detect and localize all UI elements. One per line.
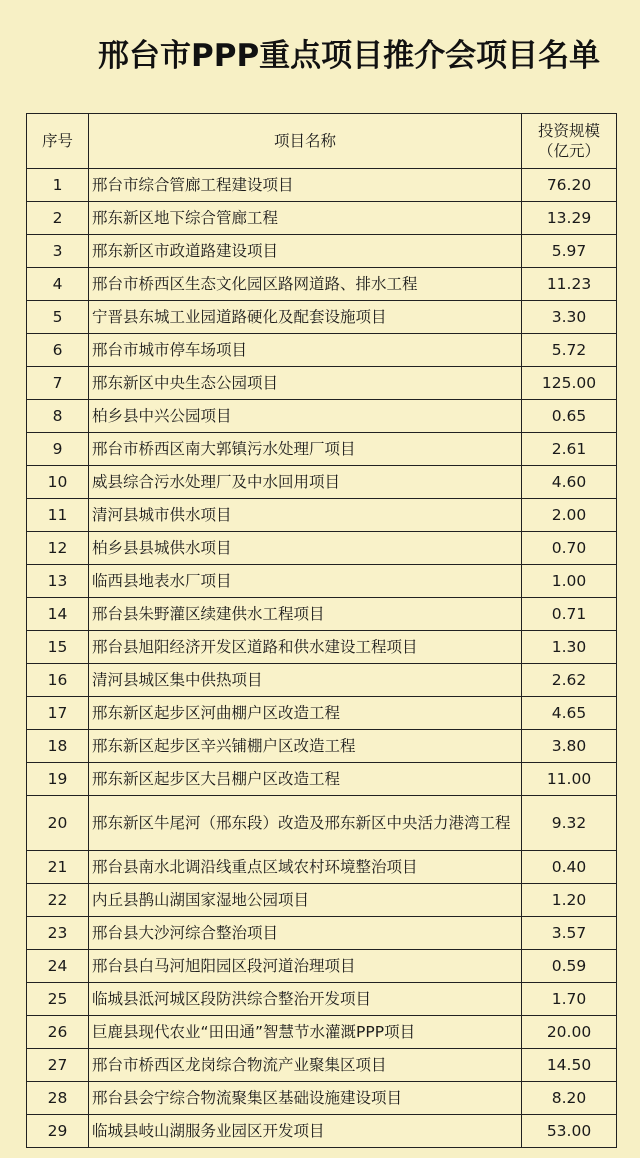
table-row [27,631,617,664]
table-row [27,202,617,235]
table-row [27,466,617,499]
table-row [27,983,617,1016]
investment-value: 0.70 [522,532,617,565]
table-row [27,950,617,983]
project-name: 邢台市城市停车场项目 [89,334,522,367]
row-index: 4 [27,268,89,301]
table-row [27,433,617,466]
row-index: 17 [27,697,89,730]
project-name: 宁晋县东城工业园道路硬化及配套设施项目 [89,301,522,334]
project-name: 邢台市桥西区南大郭镇污水处理厂项目 [89,433,522,466]
investment-value: 5.72 [522,334,617,367]
project-name: 临西县地表水厂项目 [89,565,522,598]
table-row [27,532,617,565]
investment-value: 3.57 [522,917,617,950]
row-index: 16 [27,664,89,697]
table-row [27,1016,617,1049]
row-index: 25 [27,983,89,1016]
investment-value: 14.50 [522,1049,617,1082]
project-name: 邢台市桥西区龙岗综合物流产业聚集区项目 [89,1049,522,1082]
row-index: 21 [27,851,89,884]
table-row [27,499,617,532]
table-row [27,796,617,851]
project-table [26,113,617,1148]
table-row [27,697,617,730]
row-index: 5 [27,301,89,334]
row-index: 24 [27,950,89,983]
project-name: 柏乡县县城供水项目 [89,532,522,565]
investment-value: 2.00 [522,499,617,532]
row-index: 2 [27,202,89,235]
investment-value: 1.00 [522,565,617,598]
row-index: 6 [27,334,89,367]
header-index: 序号 [27,114,89,169]
row-index: 22 [27,884,89,917]
table-row [27,884,617,917]
header-scale-line2: （亿元） [537,142,600,160]
project-name: 清河县城市供水项目 [89,499,522,532]
table-row [27,367,617,400]
row-index: 20 [27,796,89,851]
row-index: 14 [27,598,89,631]
table-row [27,268,617,301]
project-name: 邢台县旭阳经济开发区道路和供水建设工程项目 [89,631,522,664]
row-index: 29 [27,1115,89,1148]
project-name: 邢台县大沙河综合整治项目 [89,917,522,950]
investment-value: 4.60 [522,466,617,499]
project-name: 柏乡县中兴公园项目 [89,400,522,433]
row-index: 11 [27,499,89,532]
project-name: 巨鹿县现代农业“田田通”智慧节水灌溉PPP项目 [89,1016,522,1049]
investment-value: 125.00 [522,367,617,400]
table-row [27,169,617,202]
project-name: 邢台市综合管廊工程建设项目 [89,169,522,202]
row-index: 7 [27,367,89,400]
investment-value: 4.65 [522,697,617,730]
investment-value: 76.20 [522,169,617,202]
table-row [27,664,617,697]
investment-value: 2.62 [522,664,617,697]
investment-value: 8.20 [522,1082,617,1115]
project-name: 清河县城区集中供热项目 [89,664,522,697]
page-title: 邢台市PPP重点项目推介会项目名单 [98,38,601,74]
investment-value: 13.29 [522,202,617,235]
table-header-row [27,114,617,169]
investment-value: 0.40 [522,851,617,884]
table-row [27,917,617,950]
project-name: 威县综合污水处理厂及中水回用项目 [89,466,522,499]
page-bottom-edge [0,1149,640,1158]
project-name: 邢台县白马河旭阳园区段河道治理项目 [89,950,522,983]
row-index: 12 [27,532,89,565]
investment-value: 0.71 [522,598,617,631]
row-index: 1 [27,169,89,202]
project-name: 临城县岐山湖服务业园区开发项目 [89,1115,522,1148]
table-row [27,763,617,796]
row-index: 10 [27,466,89,499]
row-index: 19 [27,763,89,796]
row-index: 18 [27,730,89,763]
row-index: 23 [27,917,89,950]
investment-value: 9.32 [522,796,617,851]
investment-value: 20.00 [522,1016,617,1049]
row-index: 3 [27,235,89,268]
investment-value: 11.23 [522,268,617,301]
project-name: 临城县泜河城区段防洪综合整治开发项目 [89,983,522,1016]
project-name: 邢东新区地下综合管廊工程 [89,202,522,235]
table-row [27,235,617,268]
table-row [27,1082,617,1115]
project-name: 邢台市桥西区生态文化园区路网道路、排水工程 [89,268,522,301]
investment-value: 2.61 [522,433,617,466]
header-scale-line1: 投资规模 [537,122,600,140]
row-index: 13 [27,565,89,598]
investment-value: 1.30 [522,631,617,664]
row-index: 28 [27,1082,89,1115]
table-row [27,334,617,367]
row-index: 27 [27,1049,89,1082]
project-name: 邢东新区中央生态公园项目 [89,367,522,400]
table-row [27,1115,617,1148]
investment-value: 3.30 [522,301,617,334]
row-index: 8 [27,400,89,433]
table-row [27,851,617,884]
table-row [27,301,617,334]
project-name: 邢东新区市政道路建设项目 [89,235,522,268]
project-name: 邢台县朱野灌区续建供水工程项目 [89,598,522,631]
table-row [27,400,617,433]
investment-value: 1.20 [522,884,617,917]
table-row [27,1049,617,1082]
project-name: 邢台县会宁综合物流聚集区基础设施建设项目 [89,1082,522,1115]
investment-value: 53.00 [522,1115,617,1148]
project-name: 邢东新区起步区河曲棚户区改造工程 [89,697,522,730]
table-row [27,598,617,631]
project-name: 邢东新区起步区大吕棚户区改造工程 [89,763,522,796]
investment-value: 11.00 [522,763,617,796]
investment-value: 3.80 [522,730,617,763]
investment-value: 0.65 [522,400,617,433]
table-row [27,565,617,598]
project-name: 邢东新区牛尾河（邢东段）改造及邢东新区中央活力港湾工程 [89,796,522,851]
investment-value: 0.59 [522,950,617,983]
header-name: 项目名称 [89,114,522,169]
investment-value: 5.97 [522,235,617,268]
table-row [27,730,617,763]
project-name: 邢东新区起步区辛兴铺棚户区改造工程 [89,730,522,763]
row-index: 15 [27,631,89,664]
investment-value: 1.70 [522,983,617,1016]
project-name: 内丘县鹊山湖国家湿地公园项目 [89,884,522,917]
project-name: 邢台县南水北调沿线重点区域农村环境整治项目 [89,851,522,884]
row-index: 26 [27,1016,89,1049]
header-scale [522,114,617,169]
row-index: 9 [27,433,89,466]
